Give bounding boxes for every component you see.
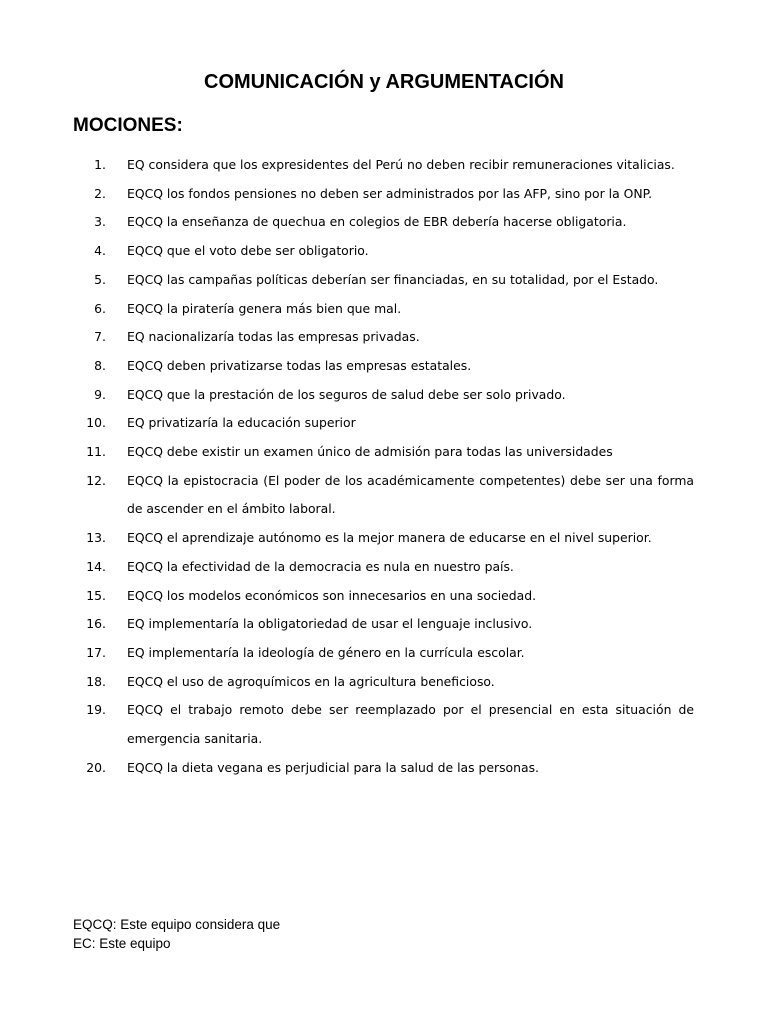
motion-item <box>0 610 768 639</box>
motion-number: 4. <box>94 243 106 259</box>
motion-text: EQCQ los fondos pensiones no deben ser administrados por las AFP, sino por la ONP. <box>127 185 653 201</box>
motion-text: EQCQ debe existir un examen único de admisión para todas las universidades <box>127 444 613 460</box>
motion-text: EQCQ la efectividad de la democracia es nula en nuestro país. <box>127 558 514 574</box>
motion-item <box>0 266 768 295</box>
motion-text: EQCQ deben privatizarse todas las empresas estatales. <box>127 357 472 373</box>
motion-number: 13. <box>86 530 106 546</box>
section-heading: MOCIONES: <box>73 115 183 136</box>
motion-item <box>0 467 768 524</box>
motion-text: EQCQ el aprendizaje autónomo es la mejor manera de educarse en el nivel superior. <box>127 530 652 546</box>
motion-item <box>0 438 768 467</box>
motions-list <box>0 151 768 782</box>
motion-text: EQCQ las campañas políticas deberían ser financiadas, en su totalidad, por el Estado. <box>127 271 659 287</box>
motion-text: EQCQ el uso de agroquímicos en la agricultura beneficioso. <box>127 673 495 689</box>
motion-number: 10. <box>86 415 106 431</box>
motion-text: EQCQ la dieta vegana es perjudicial para la salud de las personas. <box>127 759 539 775</box>
motion-item <box>0 295 768 324</box>
motion-text: EQ implementaría la obligatoriedad de usar el lenguaje inclusivo. <box>127 616 533 632</box>
motion-item <box>0 323 768 352</box>
motion-number: 1. <box>94 157 106 172</box>
motion-number: 12. <box>86 472 106 488</box>
motion-item <box>0 237 768 266</box>
motion-text: EQCQ la enseñanza de quechua en colegios de EBR debería hacerse obligatoria. <box>127 214 627 230</box>
motion-item <box>0 668 768 697</box>
motion-text: EQCQ la epistocracia (El poder de los académicamente competentes) debe ser una forma de ascender en el ámbito laboral. <box>127 472 694 517</box>
motion-number: 8. <box>94 357 106 373</box>
motion-item <box>0 381 768 410</box>
motion-number: 15. <box>86 587 106 603</box>
motion-number: 5. <box>94 271 106 287</box>
motion-text: EQ implementaría la ideología de género en la currícula escolar. <box>127 644 525 660</box>
motion-number: 19. <box>86 702 106 718</box>
motion-text: EQCQ que la prestación de los seguros de salud debe ser solo privado. <box>127 386 566 402</box>
motion-text: EQ nacionalizaría todas las empresas privadas. <box>127 329 420 345</box>
motion-item <box>0 180 768 209</box>
motion-number: 6. <box>94 300 106 316</box>
motion-item <box>0 639 768 668</box>
legend-line: EQCQ: Este equipo considera que <box>73 917 281 932</box>
legend-line: EC: Este equipo <box>73 936 171 951</box>
motion-item <box>0 409 768 438</box>
motion-number: 9. <box>94 386 106 402</box>
motion-number: 3. <box>94 214 106 230</box>
motion-item <box>0 151 768 180</box>
abbreviation-legend <box>73 915 280 953</box>
motion-item <box>0 696 768 753</box>
motion-text: EQCQ los modelos económicos son innecesarios en una sociedad. <box>127 587 537 603</box>
motion-number: 20. <box>86 759 106 775</box>
motion-item <box>0 352 768 381</box>
motion-number: 7. <box>94 329 106 345</box>
motion-item <box>0 582 768 611</box>
motion-number: 17. <box>86 644 106 660</box>
motion-text: EQCQ que el voto debe ser obligatorio. <box>127 243 369 259</box>
motion-item <box>0 208 768 237</box>
motion-text: EQCQ la piratería genera más bien que mal. <box>127 300 402 316</box>
motion-number: 14. <box>86 558 106 574</box>
motion-number: 11. <box>86 444 106 460</box>
motion-text: EQCQ el trabajo remoto debe ser reemplazado por el presencial en esta situación de emergencia sanitaria. <box>127 702 694 747</box>
motion-text: EQ considera que los expresidentes del Perú no deben recibir remuneraciones vitalicias. <box>127 157 675 172</box>
motion-text: EQ privatizaría la educación superior <box>127 415 356 431</box>
motion-number: 18. <box>86 673 106 689</box>
motion-item <box>0 553 768 582</box>
motion-item <box>0 754 768 783</box>
motion-number: 16. <box>86 616 106 632</box>
motion-item <box>0 524 768 553</box>
document-title: COMUNICACIÓN y ARGUMENTACIÓN <box>204 71 564 93</box>
motion-number: 2. <box>94 185 106 201</box>
